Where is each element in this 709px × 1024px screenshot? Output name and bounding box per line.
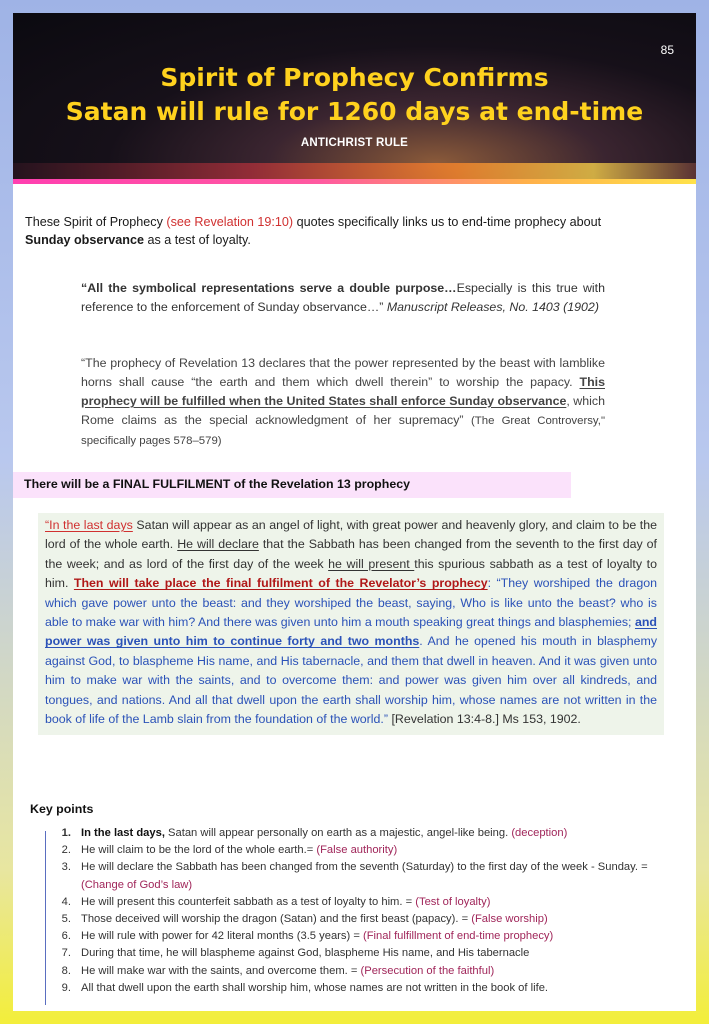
quote-manuscript [81,279,605,317]
section-heading: There will be a FINAL FULFILMENT of the Revelation 13 prophecy [24,477,410,491]
key-points-title: Key points [30,802,94,816]
ellen-s9: and power was given unto him to continue forty and two months [45,615,657,649]
quote2-source: (The Great Controversy," specifically pages 578–579) [81,415,605,447]
intro-text-3: as a test of loyalty. [144,233,251,247]
intro-emphasis: Sunday observance [25,233,144,247]
list-item [47,842,667,859]
ellen-s4: that the Sabbath has been changed from the seventh to the first day of the week; and as lord of the first day of the week [45,537,657,571]
ellen-s6: this spurious sabbath as a test of loyalty to him. [45,556,657,591]
list-item-text: During that time, he will blaspheme against God, blaspheme His name, and His tabernacle [81,947,530,960]
list-item-number: 2. [61,844,71,857]
page-title-line-2: Satan will rule for 1260 days at end-time [65,97,644,126]
page-subtitle: ANTICHRIST RULE [300,137,409,149]
ellen-s5: he will present [328,556,415,571]
ellen-s11: [Revelation 13:4-8.] Ms 153, 1902. [388,712,581,727]
list-item-tag: (Change of God’s law) [81,878,193,891]
quote2-text-c: , which Rome claims as the special acknowledgment of her supremacy” [81,394,605,427]
quote2-text-a: “The prophecy of Revelation 13 declares that the power represented by the beast with lamblike horns shall cause “the earth and them which dwell therein” to worship the papacy. [81,356,605,389]
intro-text-2: quotes specifically links us to end-time prophecy about [293,215,602,229]
list-item [47,928,667,945]
quote-great-controversy [81,354,605,451]
list-item-tag: (Final fulfillment of end-time prophecy) [362,930,554,943]
list-item [47,980,667,997]
ellen-s7: Then will take place the final fulfilment of the Revelator’s prophecy [73,576,488,591]
list-item-number: 5. [61,913,71,926]
list-item [47,894,667,911]
list-item-text: All that dwell upon the earth shall worship him, whose names are not written in the book of life. [81,981,549,994]
list-item-number: 1. [61,827,71,839]
list-item-text: He will rule with power for 42 literal months (3.5 years) = [81,930,363,943]
list-item [47,911,667,928]
ellen-s8: : “They worshiped the dragon which gave power unto the beast: and they worshiped the beast, saying, Who is like unto the beast? who is able to make war with him? And there was given unto him a mouth speaking great things and blasphemies; [45,576,657,630]
list-item-text: He will present this counterfeit sabbath as a test of loyalty to him. = [81,895,416,908]
list-item-text: He will claim to be the lord of the whole earth.= [81,844,317,857]
page [13,13,696,1011]
page-title-line-1: Spirit of Prophecy Confirms [160,63,549,92]
key-points-list [47,825,667,997]
list-item-text: Satan will appear personally on earth as a majestic, angel-like being. [164,827,512,839]
ellen-s1: “In the last days [45,518,133,532]
page-number: 85 [660,43,674,57]
list-item-bold: In the last days, [81,827,165,839]
list-item-tag: (Persecution of the faithful) [360,964,495,977]
list-item [47,945,667,962]
list-item-tag: (Test of loyalty) [415,895,491,908]
key-points-rule [45,831,46,1005]
banner-accent-bar [13,179,696,184]
list-item-number: 7. [61,947,71,960]
section-heading-bar [13,472,571,498]
list-item-tag: (deception) [511,827,568,839]
ellen-s10: . And he opened his mouth in blasphemy against God, to blaspheme His name, and His tabernacle, and them that dwell in heaven. And it was given unto him to make war with the saints, and to overcome them: and power was given him over all kindreds, and tongues, and nations. And all that dwell upon the earth shall worship him, whose names are not written in the book of life of the Lamb slain from the foundation of the world.” [45,634,658,727]
list-item-tag: (False worship) [471,913,548,926]
list-item-number: 3. [61,861,71,874]
ellen-s3: He will declare [177,537,259,552]
ellen-white-quote [38,513,664,735]
list-item-number: 4. [61,895,71,908]
list-item-number: 9. [61,981,71,994]
quote1-source: Manuscript Releases, No. 1403 (1902) [386,300,599,314]
intro-reference: (see Revelation 19:10) [166,215,294,229]
list-item [47,859,667,893]
list-item-number: 6. [61,930,71,943]
list-item [47,825,667,842]
list-item-tag: (False authority) [316,844,398,857]
ellen-s2: Satan will appear as an angel of light, with great power and heavenly glory, and claim to be the lord of the whole earth. [45,518,658,552]
quote1-bold: “All the symbolical representations serve a double purpose… [81,281,457,295]
quote1-text: Especially is this true with reference to the enforcement of Sunday observance…” [81,281,606,314]
list-item-text: Those deceived will worship the dragon (Satan) and the first beast (papacy). = [81,913,472,926]
list-item-text: He will make war with the saints, and overcome them. = [81,964,361,977]
list-item [47,963,667,980]
list-item-text: He will declare the Sabbath has been changed from the seventh (Saturday) to the first day of the week - Sunday. = [81,861,648,874]
intro-paragraph [25,213,625,249]
quote2-emphasis: This prophecy will be fulfilled when the United States shall enforce Sunday observance [81,375,605,408]
intro-text-1: These Spirit of Prophecy [25,215,167,229]
header-banner [13,13,696,183]
list-item-number: 8. [61,964,71,977]
